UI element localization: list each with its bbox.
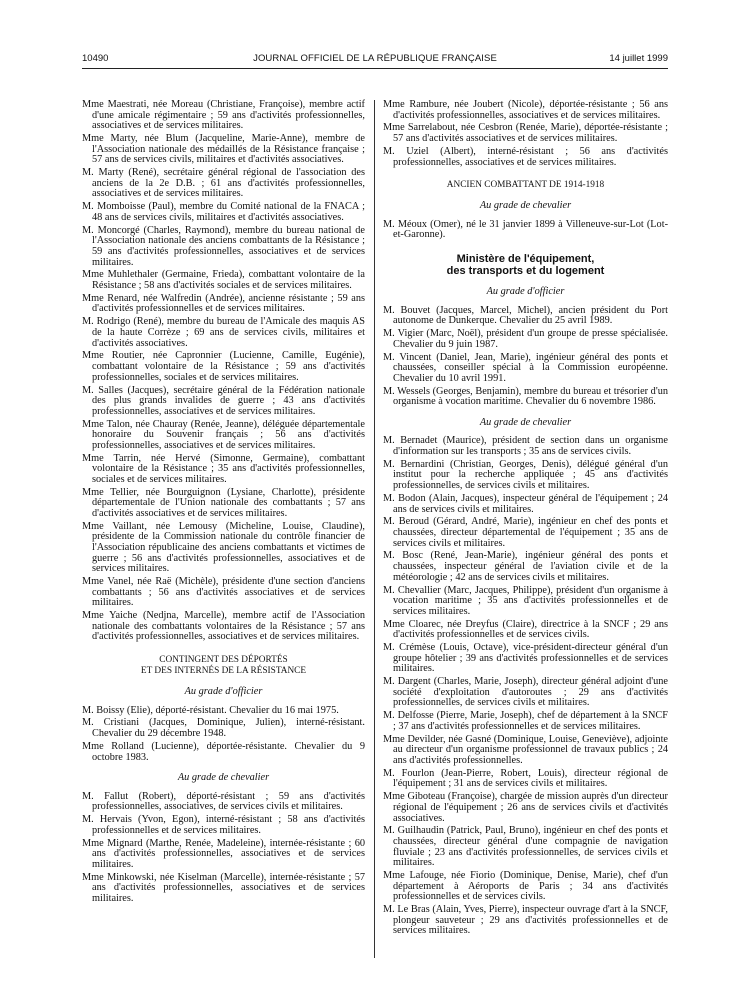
list-item: Mme Maestrati, née Moreau (Christiane, Françoise), membre actif d'une amicale régimentaire ; 59 ans d'activités professionnelles, associatives et de services militaires. — [82, 99, 365, 132]
list-item: M. Méoux (Omer), né le 31 janvier 1899 à Villeneuve-sur-Lot (Lot-et-Garonne). — [383, 218, 668, 241]
list-item: M. Marty (René), secrétaire général régional de l'association des anciens de la 2e D.B. ; 61 ans d'activités professionnelles, associatives et de services militaires. — [82, 167, 365, 200]
list-item: Mme Mignard (Marthe, Renée, Madeleine), internée-résistante ; 60 ans d'activités professionnelles, associatives et de services militaires. — [82, 837, 365, 870]
grade-heading: Au grade de chevalier — [479, 200, 572, 212]
list-item: M. Salles (Jacques), secrétaire général de la Fédération nationale des plus grands invalides de guerre ; 43 ans d'activités professionnelles, associatives et de services militaires. — [82, 384, 365, 417]
issue-date: 14 juillet 1999 — [609, 53, 668, 64]
list-item: Mme Tellier, née Bourguignon (Lysiane, Charlotte), présidente départementale de l'Union nationale des combattants ; 57 ans d'activités associatives et de services militaires. — [82, 486, 365, 519]
list-item: M. Delfosse (Pierre, Marie, Joseph), chef de département à la SNCF ; 37 ans d'activités professionnelles et de services militaires. — [383, 710, 668, 732]
list-item: M. Boissy (Elie), déporté-résistant. Chevalier du 16 mai 1975. — [82, 704, 339, 716]
list-item: Mme Vaillant, née Lemousy (Micheline, Louise, Claudine), présidente de la Commission nationale du contrôle financier de l'Association républicaine des anciens combattants et victimes de guerre ; 56 ans d'activités professionnelles, associatives et de services militaires. — [82, 520, 365, 575]
list-item: M. Bosc (René, Jean-Marie), ingénieur général des ponts et chaussées, inspecteur général de l'aviation civile et de la météorologie ; 42 ans de services civils et militaires. — [383, 550, 668, 583]
list-item: Mme Renard, née Walfredin (Andrée), ancienne résistante ; 59 ans d'activités professionnelles et de services militaires. — [82, 292, 365, 315]
list-item: Mme Rambure, née Joubert (Nicole), déportée-résistante ; 56 ans d'activités professionnelles, associatives et de services militaires. — [383, 99, 668, 121]
list-item: Mme Giboteau (Françoise), chargée de mission auprès d'un directeur régional de l'équipement ; 26 ans de services civils et d'activités associatives. — [383, 791, 668, 824]
list-item: Mme Minkowski, née Kiselman (Marcelle), internée-résistante ; 57 ans d'activités professionnelles, associatives et de services militaires. — [82, 871, 365, 904]
section-title-line: CONTINGENT DES DÉPORTÉS — [159, 654, 288, 665]
list-item: M. Le Bras (Alain, Yves, Pierre), inspecteur ouvrage d'art à la SNCF, plongeur sauveteur ; 29 ans d'activités professionnelles et de services militaires. — [383, 904, 668, 937]
header-rule — [82, 68, 668, 69]
list-item: Mme Marty, née Blum (Jacqueline, Marie-Anne), membre de l'Association nationale des médaillés de la Résistance française ; 57 ans de services civils, militaires et d'activités associatives. — [82, 133, 365, 166]
page-number: 10490 — [82, 53, 109, 64]
list-item: Mme Talon, née Chauray (Renée, Jeanne), déléguée départementale honoraire du Souvenir français ; 56 ans d'activités professionnelles, associatives et de services militaires. — [82, 418, 365, 451]
list-item: M. Vigier (Marc, Noël), président d'un groupe de presse spécialisée. Chevalier du 9 juin 1987. — [383, 328, 668, 350]
list-item: M. Guilhaudin (Patrick, Paul, Bruno), ingénieur en chef des ponts et chaussées, directeur général d'une compagnie de navigation fluviale ; 23 ans d'activités professionnelles, de services civils et militaires. — [383, 825, 668, 869]
list-item: M. Fourlon (Jean-Pierre, Robert, Louis), directeur régional de l'équipement ; 31 ans de services civils et militaires. — [383, 767, 668, 790]
list-item: Mme Cloarec, née Dreyfus (Claire), directrice à la SNCF ; 29 ans d'activités professionnelles et de services civils. — [383, 618, 668, 641]
grade-heading: Au grade d'officier — [486, 285, 565, 297]
ministry-heading — [383, 253, 668, 277]
list-item: M. Momboisse (Paul), membre du Comité national de la FNACA ; 48 ans de services civils, militaires et d'activités associatives. — [82, 201, 365, 223]
right-column — [383, 100, 668, 939]
ministry-heading-line: Ministère de l'équipement, — [456, 252, 595, 265]
list-item: Mme Rolland (Lucienne), déportée-résistante. Chevalier du 9 octobre 1983. — [82, 740, 365, 763]
list-item: M. Crémèse (Louis, Octave), vice-président-directeur général d'un groupe hôtelier ; 39 ans d'activités professionnelles et de services militaires. — [383, 642, 668, 675]
list-item: M. Vincent (Daniel, Jean, Marie), ingénieur général des ponts et chaussées, conseiller spécial à la Commission européenne. Chevalier du 10 avril 1991. — [383, 351, 668, 384]
ministry-heading-line: des transports et du logement — [446, 264, 605, 277]
list-item: M. Bernardini (Christian, Georges, Denis), délégué général d'un institut pour la recherche appliquée ; 45 ans d'activités professionnelles, de services civils et militaires. — [383, 458, 668, 492]
list-item: Mme Lafouge, née Fiorio (Dominique, Denise, Marie), chef d'un département à Aéroports de Paris ; 34 ans d'activités professionnelles et de services civils. — [383, 870, 668, 903]
list-item: Mme Tarrin, née Hervé (Simonne, Germaine), combattant volontaire de la Résistance ; 35 ans d'activités professionnelles, sociales et de services militaires. — [82, 452, 365, 485]
list-item: M. Dargent (Charles, Marie, Joseph), directeur général adjoint d'une société d'exploitation d'autoroutes ; 29 ans d'activités professionnelles, de services civils et militaires. — [383, 676, 668, 709]
list-item: M. Wessels (Georges, Benjamin), membre du bureau et trésorier d'un organisme à vocation maritime. Chevalier du 6 novembre 1986. — [383, 385, 668, 408]
list-item: M. Bernadet (Maurice), président de section dans un organisme d'information sur les transports ; 35 ans de services civils. — [383, 435, 668, 457]
list-item: M. Cristiani (Jacques, Dominique, Julien), interné-résistant. Chevalier du 29 décembre 1948. — [82, 717, 365, 740]
list-item: M. Bodon (Alain, Jacques), inspecteur général de l'équipement ; 24 ans de services civils et militaires. — [383, 492, 668, 515]
journal-title: JOURNAL OFFICIEL DE LA RÉPUBLIQUE FRANÇAISE — [253, 53, 497, 64]
list-item: Mme Devilder, née Gasné (Dominique, Louise, Geneviève), adjointe au directeur d'un organisme professionnel de travaux publics ; 24 ans d'activités professionnelles. — [383, 733, 668, 766]
list-item: M. Hervais (Yvon, Egon), interné-résistant ; 58 ans d'activités professionnelles et de services militaires. — [82, 814, 365, 836]
list-item: Mme Sarrelabout, née Cesbron (Renée, Marie), déportée-résistante ; 57 ans d'activités associatives et de services militaires. — [383, 122, 668, 145]
list-item: Mme Muhlethaler (Germaine, Frieda), combattant volontaire de la Résistance ; 58 ans d'activités sociales et de services militaires. — [82, 269, 365, 291]
grade-heading: Au grade de chevalier — [177, 772, 270, 784]
list-item: M. Beroud (Gérard, André, Marie), ingénieur en chef des ponts et chaussées, directeur départemental de l'équipement ; 35 ans de services civils et militaires. — [383, 516, 668, 549]
list-item: M. Rodrigo (René), membre du bureau de l'Amicale des maquis AS de la haute Corrèze ; 69 ans de services civils, militaires et d'activités associatives. — [82, 316, 365, 349]
list-item: M. Fallut (Robert), déporté-résistant ; 59 ans d'activités professionnelles, associatives, de services civils et militaires. — [82, 790, 365, 813]
grade-heading: Au grade d'officier — [184, 685, 263, 697]
list-item: M. Bouvet (Jacques, Marcel, Michel), ancien président du Port autonome de Dunkerque. Chevalier du 25 avril 1989. — [383, 304, 668, 327]
list-item: Mme Routier, née Capronnier (Lucienne, Camille, Eugénie), combattant volontaire de la Résistance ; 59 ans d'activités professionnelles, sociales et de services militaires. — [82, 350, 365, 383]
list-item: Mme Yaiche (Nedjna, Marcelle), membre actif de l'Association nationale des combattants volontaires de la Résistance ; 57 ans d'activités professionnelles, associatives et de services militaires. — [82, 610, 365, 643]
page-header — [82, 53, 668, 67]
grade-heading: Au grade de chevalier — [479, 416, 572, 428]
list-item: Mme Vanel, née Raë (Michèle), présidente d'une section d'anciens combattants ; 56 ans d'activités associatives et de services militaires. — [82, 576, 365, 609]
column-divider — [374, 100, 375, 958]
section-title — [82, 655, 365, 677]
list-item: M. Chevallier (Marc, Jacques, Philippe), président d'un organisme à vocation maritime ; 35 ans d'activités professionnelles et de services militaires. — [383, 584, 668, 617]
left-column — [82, 100, 365, 907]
entry-list — [82, 100, 365, 643]
list-item: M. Uziel (Albert), interné-résistant ; 56 ans d'activités professionnelles, associatives et de services militaires. — [383, 145, 668, 168]
list-item: M. Moncorgé (Charles, Raymond), membre du bureau national de l'Association nationale des anciens combattants de la Résistance ; 59 ans d'activités professionnelles, associatives et de services militaires. — [82, 224, 365, 268]
section-title-line: ET DES INTERNÉS DE LA RÉSISTANCE — [140, 665, 307, 676]
section-title: ANCIEN COMBATTANT DE 1914-1918 — [446, 180, 605, 191]
